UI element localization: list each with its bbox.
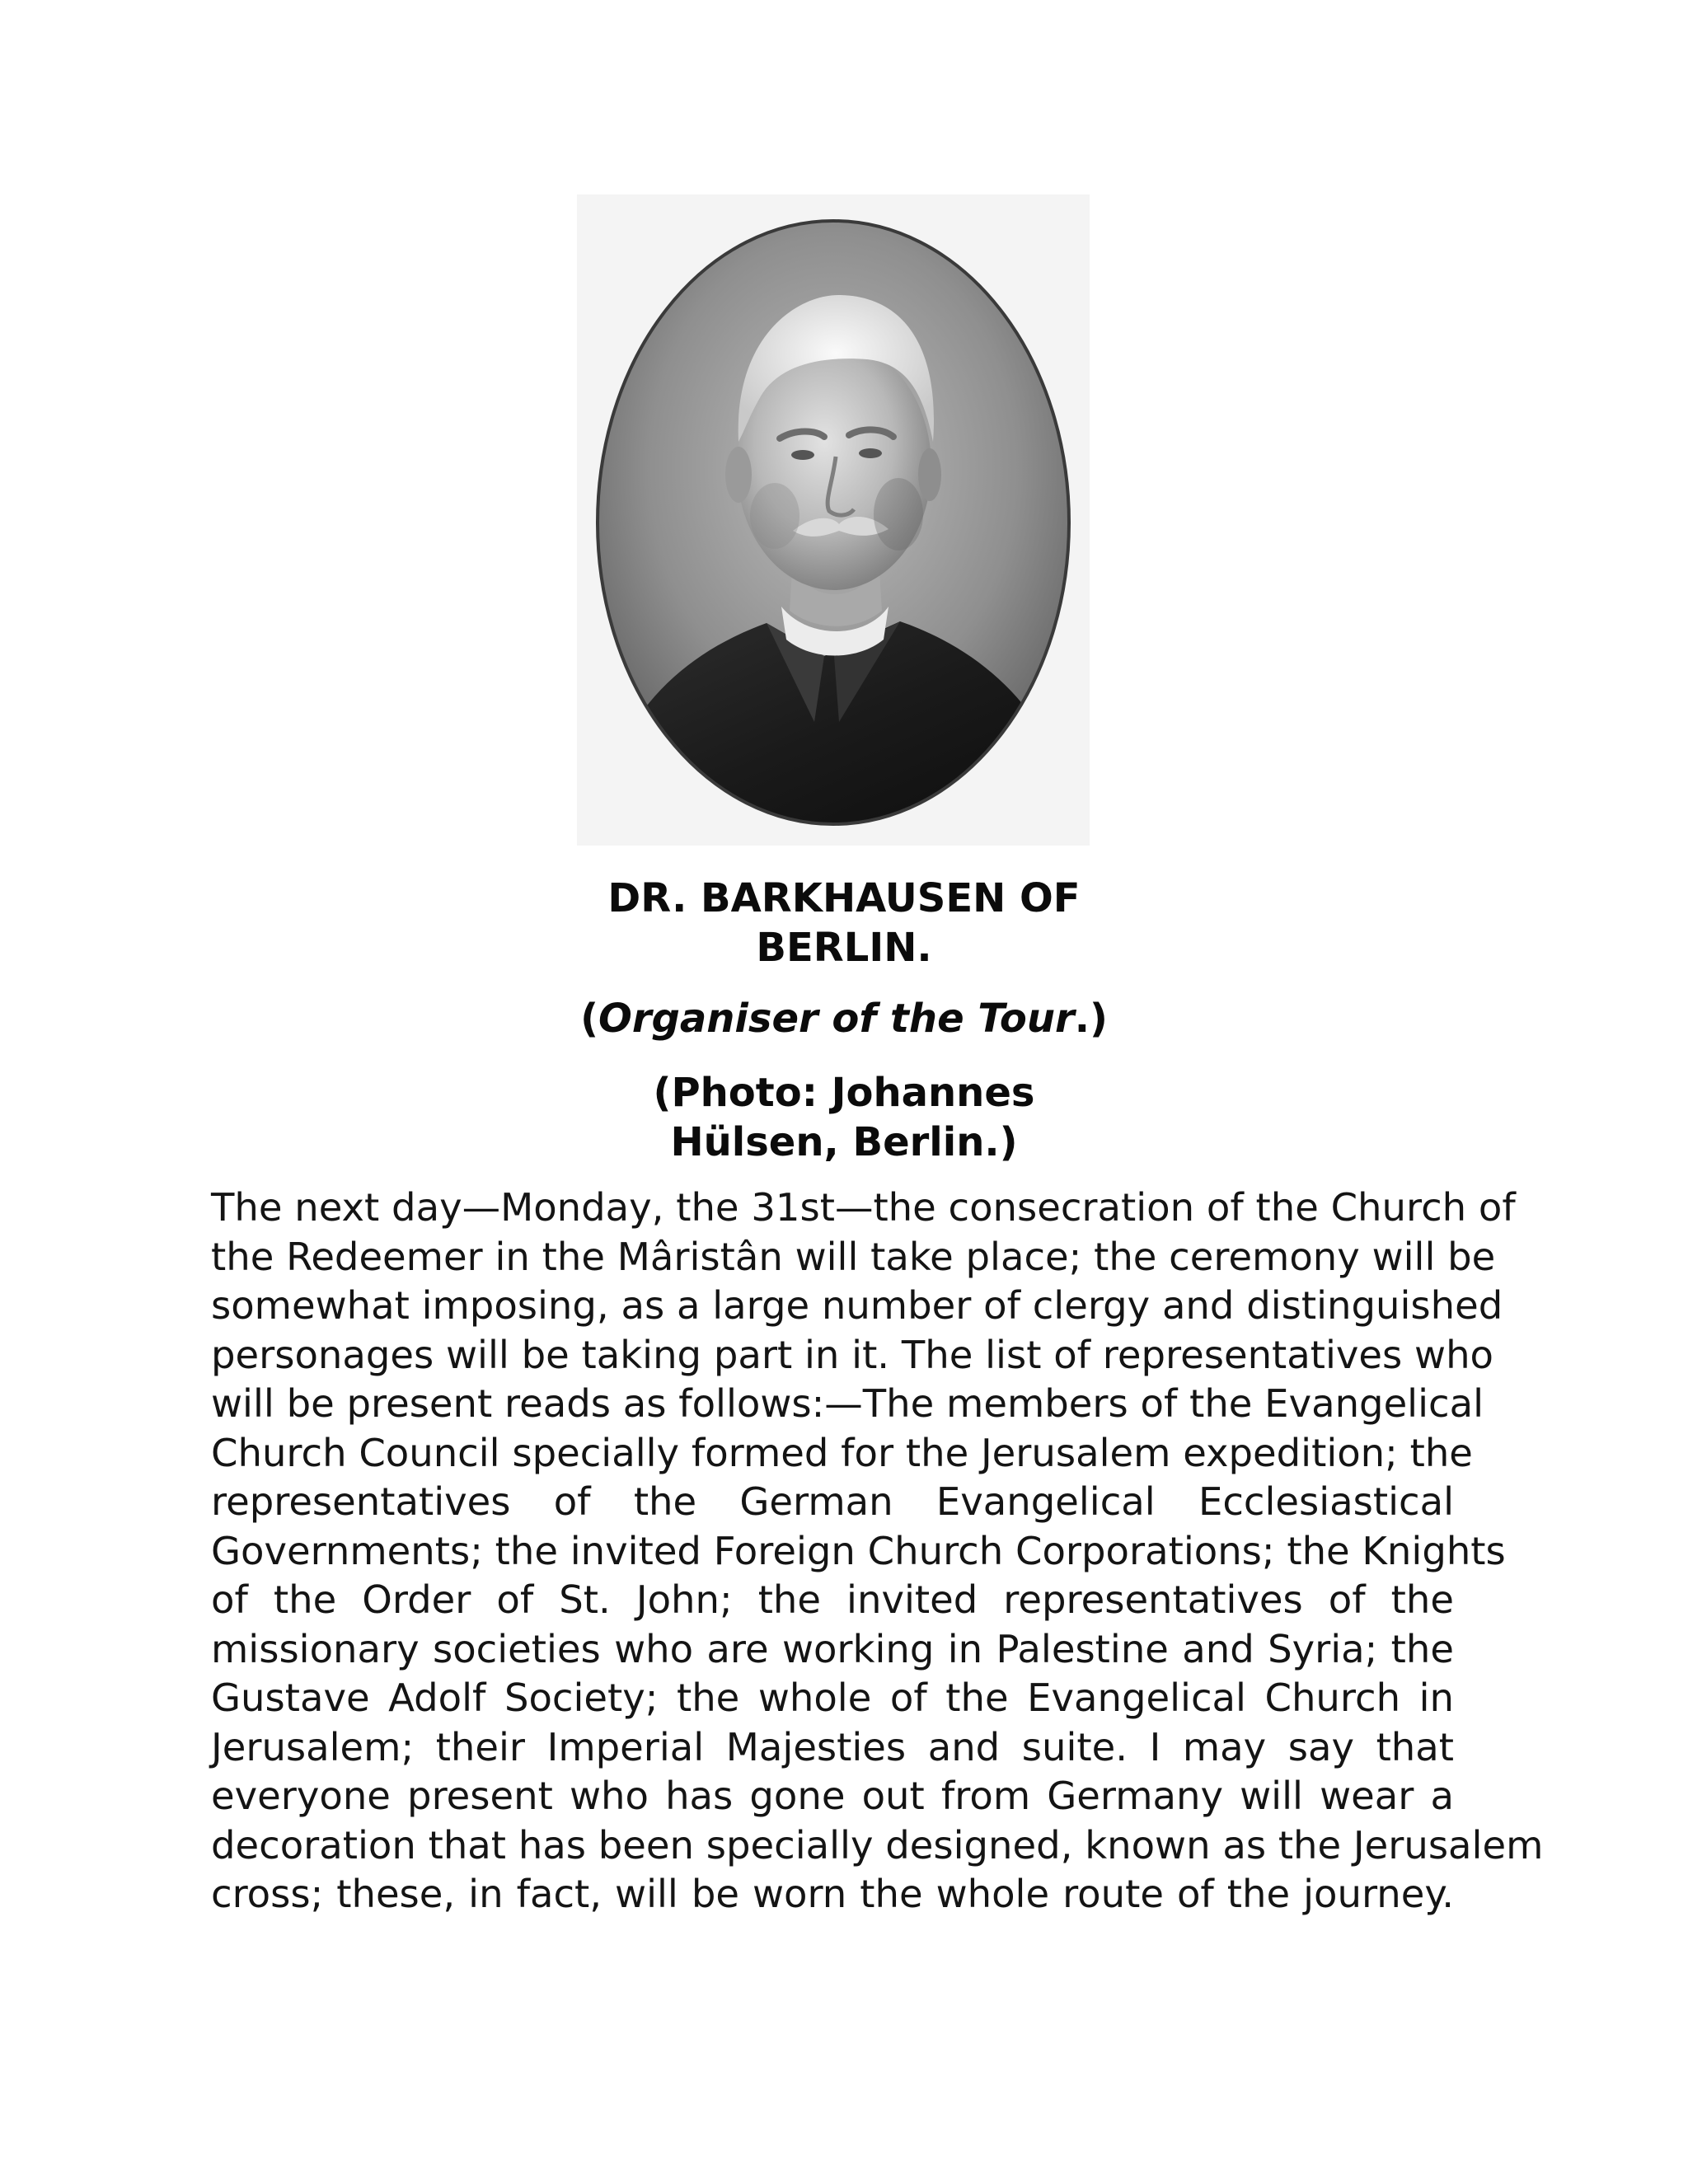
body-line: missionary societies who are working in Palestine and Syria; the: [211, 1626, 1454, 1671]
caption-title-line-1: DR. BARKHAUSEN OF: [607, 875, 1081, 921]
body-line: representatives of the German Evangelical Ecclesiastical: [211, 1479, 1454, 1524]
caption-role-open: (: [580, 996, 599, 1042]
figure-caption-photo-credit: [514, 1068, 1174, 1167]
caption-photo-line-2: Hülsen, Berlin.): [670, 1119, 1018, 1165]
body-line: will be present reads as follows:—The members of the Evangelical: [211, 1381, 1484, 1426]
caption-role-close: .): [1074, 996, 1108, 1042]
caption-title-line-2: BERLIN.: [756, 925, 932, 971]
body-line: personages will be taking part in it. The list of representatives who: [211, 1332, 1494, 1377]
caption-role-italic: Organiser of the Tour: [598, 996, 1075, 1042]
body-line: Governments; the invited Foreign Church Corporations; the Knights: [211, 1528, 1506, 1573]
portrait-photograph: [577, 194, 1090, 846]
body-line: Gustave Adolf Society; the whole of the Evangelical Church in: [211, 1675, 1454, 1720]
body-line: everyone present who has gone out from Germany will wear a: [211, 1774, 1454, 1818]
body-line: of the Order of St. John; the invited representatives of the: [211, 1577, 1454, 1622]
body-line: Church Council specially formed for the Jerusalem expedition; the: [211, 1430, 1473, 1475]
body-line: the Redeemer in the Mâristân will take place; the ceremony will be: [211, 1234, 1496, 1279]
body-line: somewhat imposing, as a large number of clergy and distinguished: [211, 1283, 1503, 1328]
figure-caption-role: [514, 994, 1174, 1043]
body-line: The next day—Monday, the 31st—the consecration of the Church of: [211, 1185, 1516, 1230]
caption-photo-line-1: (Photo: Johannes: [653, 1070, 1035, 1116]
body-line: Jerusalem; their Imperial Majesties and suite. I may say that: [211, 1724, 1454, 1769]
body-line: cross; these, in fact, will be worn the whole route of the journey.: [211, 1872, 1454, 1916]
body-paragraph: [211, 1183, 1544, 1919]
body-line: decoration that has been specially designed, known as the Jerusalem: [211, 1822, 1544, 1868]
figure-caption-title: [514, 874, 1174, 972]
